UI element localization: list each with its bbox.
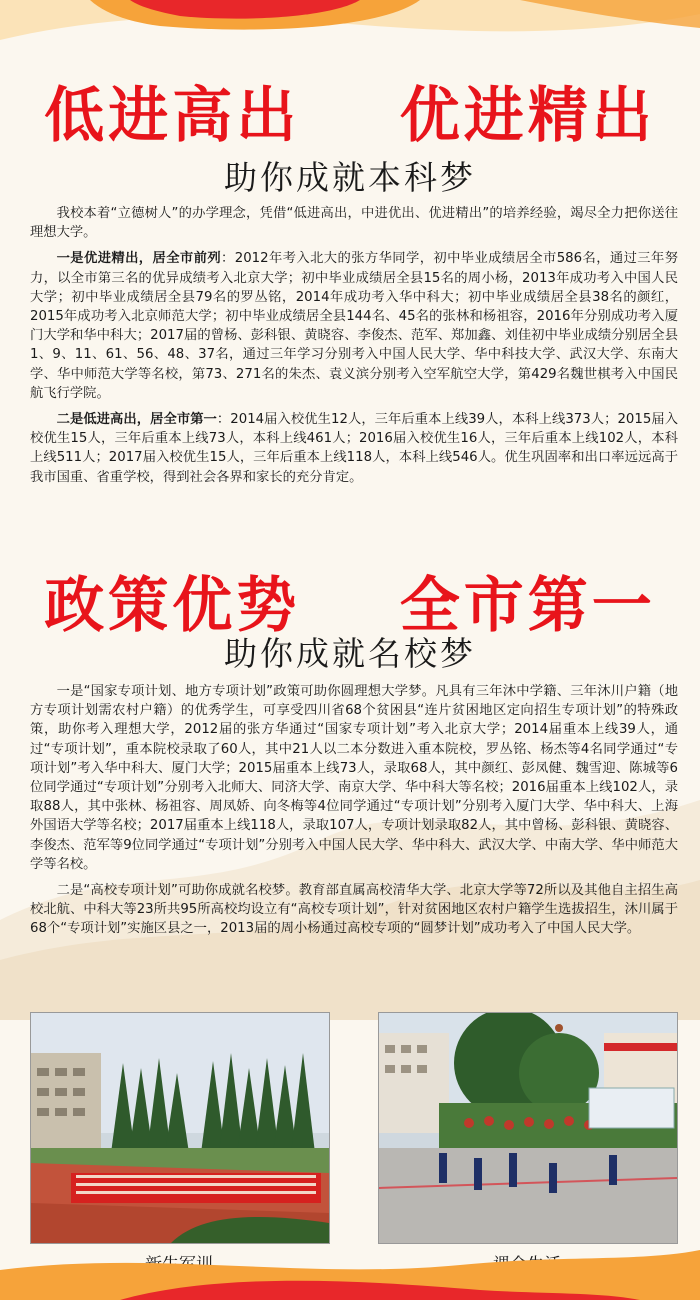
section1-point1-title: 一是优进精出，居全市前列	[56, 251, 222, 267]
section2-headline: 政策优势 全市第一	[44, 571, 656, 641]
bottom-decorative-swoosh	[0, 1210, 700, 1300]
section1-headline: 低进高出 优进精出	[44, 81, 656, 151]
section1-point1	[30, 249, 678, 403]
section2-para1: 一是“国家专项计划、地方专项计划”政策可助你圆理想大学梦。凡具有三年沐中学籍、三年沐川户籍（地方专项计划需农村户籍）的优秀学生，可享受四川省68个贫困县“连片贫困地区定向招生专项计划”的特殊政策，助你考入理想大学，2012届的张方华通过“国家专项计划”考入北京大学；2014届重本上线39人，通过“专项计划”，重本院校录取了60人，其中21人以二本分数进入重本院校，罗丛铭、杨杰等4名同学通过“专项计划”考入华中科大、厦门大学；2015届重本上线73人，录取68人，其中颜红、彭凤健、魏雪迎、陈城等6位同学通过“专项计划”分别考入北师大、同济大学、南京大学、华中科大等名校；2016届重本上线102人，录取88人，其中张林、杨祖容、周凤娇、向冬梅等4位同学通过“专项计划”分别考入厦门大学、华中科大、上海外国语大学等名校；2017届重本上线118人，录取107人，专项计划录取82人，其中曾杨、彭科银、黄晓容、李俊杰、范军等9位同学通过“专项计划”分别考入中国人民大学、华中科大、武汉大学、中南大学、华中师范大学等名校。	[30, 684, 679, 872]
section1-subhead: 助你成就本科梦	[224, 158, 476, 197]
section1-intro: 我校本着“立德树人”的办学理念，凭借“低进高出，中进优出、优进精出”的培养经验，竭尽全力把你送往理想大学。	[30, 206, 678, 241]
section1-point2-title: 二是低进高出，居全市第一	[56, 412, 217, 428]
section2-subhead: 助你成就名校梦	[224, 634, 476, 673]
section1-point2	[30, 410, 678, 487]
section1-body	[30, 204, 678, 494]
section1-point2-text: ：2014届入校优生12人，三年后重本上线39人，本科上线373人；2015届入校优生15人，三年后重本上线73人，本科上线461人；2016届入校优生16人，三年后重本上线102人，本科上线511人；2017届入校优生15人，三年后重本上线118人，本科上线546人。优生巩固率和出口率远远高于我市国重、省重学校，得到社会各界和家长的充分肯定。	[30, 412, 679, 485]
section2-body	[30, 682, 678, 946]
top-decorative-swoosh	[0, 0, 700, 70]
section1-point1-text: ：2012年考入北大的张方华同学，初中毕业成绩居全市586名，通过三年努力，以全市第三名的优异成绩考入北京大学；初中毕业成绩居全县15名的周小杨，2013年成功考入中国人民大学；初中毕业成绩居全县79名的罗丛铭，2014年成功考入华中科大；初中毕业成绩居全县38名的颜红，2015年成功考入北京师范大学；初中毕业成绩居全县144名、45名的张林和杨祖容，2016年分别成功考入厦门大学和华中科大；2017届的曾杨、彭科银、黄晓容、李俊杰、范军、郑加鑫、刘佳初中毕业成绩分别居全县1、9、11、61、56、48、37名，通过三年学习分别考入中国人民大学、华中科技大学、武汉大学、东南大学、华中师范大学等名校，第73、271名的朱杰、袁义滨分别考入空军航空大学，第429名魏世棋考入中国民航飞行学院。	[30, 251, 679, 401]
section2-para2: 二是“高校专项计划”可助你成就名校梦。教育部直属高校清华大学、北京大学等72所以及其他自主招生高校北航、中科大等23所共95所高校均设立有“高校专项计划”，针对贫困地区农村户籍学生选拔招生，沐川属于68个“专项计划”实施区县之一，2013届的周小杨通过高校专项的“圆梦计划”成功考入了中国人民大学。	[30, 883, 678, 937]
